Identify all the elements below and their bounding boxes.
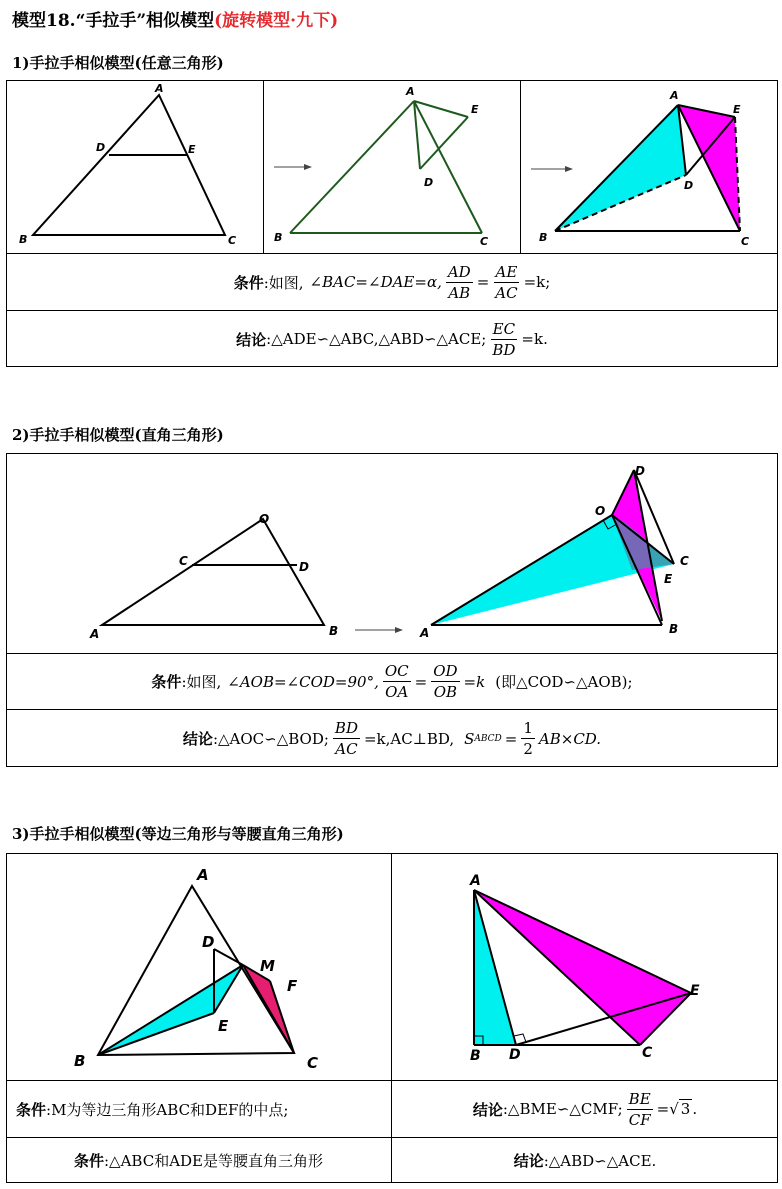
s2f2-label-o: O — [595, 504, 606, 518]
s3-condition-1 — [6, 1081, 391, 1137]
s1f1-label-e: E — [188, 143, 196, 156]
s2f2-label-c: C — [680, 554, 689, 568]
s1-figure-1 — [7, 81, 262, 252]
s3f1-label-m: M — [260, 957, 275, 975]
arrow-right-icon — [274, 164, 312, 170]
section-2-heading: 2)手拉手相似模型(直角三角形) — [12, 426, 224, 444]
s1f3-label-e: E — [733, 103, 741, 116]
s1f2-label-d: D — [424, 176, 434, 189]
title-tag: (旋转模型·九下) — [214, 11, 339, 31]
s2f2-label-e: E — [664, 572, 673, 586]
s2-cond-f1-num: OC — [384, 662, 409, 680]
s2-concl-f1-num: BD — [334, 719, 358, 737]
s1-concl-tail: =k. — [521, 330, 548, 348]
s3-concl1-root: 3 — [680, 1100, 691, 1118]
s2-concl-f2-num: 1 — [523, 719, 533, 737]
title-main: 模型18.“手拉手”相似模型 — [12, 11, 215, 31]
s1-cond-f1-den: AB — [448, 283, 471, 302]
s1f2-label-c: C — [480, 235, 489, 248]
s2-concl-s: S — [464, 729, 475, 748]
s2-concl-text: :△AOC∽△BOD; — [212, 729, 329, 748]
s2-cond-f2-num: OD — [433, 662, 458, 680]
s3-condition-2 — [6, 1138, 391, 1183]
s1-cond-tail: =k; — [523, 273, 551, 291]
section-1-heading: 1)手拉手相似模型(任意三角形) — [12, 54, 224, 72]
s1-cond-f1-num: AD — [447, 262, 471, 281]
s3-concl1-label: 结论 — [472, 1100, 503, 1119]
s2-concl-s-sub: ABCD — [474, 733, 502, 744]
s2f1-label-a: A — [90, 627, 100, 641]
s1-condition: 条件 :如图, ∠BAC=∠DAE=α, $\frac{AD}{AB}$ = $\frac{AE}{AC}$ =k; — [233, 262, 551, 302]
s1f2-label-e: E — [471, 103, 479, 116]
section-3-heading: 3)手拉手相似模型(等边三角形与等腰直角三角形) — [12, 825, 344, 843]
s3f1-label-b: B — [74, 1052, 86, 1070]
page-title — [12, 6, 338, 31]
s1-concl-text: :△ADE∽△ABC,△ABD∽△ACE; — [266, 330, 487, 348]
s1-concl-f-den: BD — [492, 340, 516, 359]
s3-cond2-label: 条件 — [73, 1152, 104, 1170]
s3f1-label-d: D — [202, 933, 215, 951]
s1f2-label-b: B — [274, 231, 283, 244]
s1-cond-f2-num: AE — [495, 262, 518, 281]
s2-concl-f1-den: AC — [335, 740, 358, 758]
s1-cond-fraction-1 — [446, 262, 473, 303]
s3-concl2-label: 结论 — [513, 1152, 544, 1170]
s1-cond-angles: ∠BAC=∠DAE=α, — [309, 273, 442, 291]
s2-cond-label: 条件 — [151, 673, 182, 691]
s1f3-label-b: B — [539, 231, 548, 244]
s2-concl-tail: AB×CD. — [538, 729, 602, 748]
s3-concl1-eq: = — [656, 1100, 670, 1118]
s1-concl-f-num: EC — [492, 319, 516, 338]
s3f2-label-c: C — [642, 1045, 653, 1061]
s2-cond-paren: (即△COD∽△AOB); — [495, 673, 633, 691]
s2-concl-fraction-2 — [521, 718, 535, 759]
s2f1-label-d: D — [299, 560, 309, 574]
s1-figure-2 — [264, 81, 519, 252]
s2f1-label-b: B — [329, 624, 339, 638]
s2-cond-fraction-1 — [383, 661, 411, 702]
s2-concl-label: 结论 — [182, 730, 213, 748]
s1-concl-fraction — [490, 319, 517, 360]
s3f2-label-e: E — [690, 983, 700, 999]
s3-concl1-text: :△BME∽△CMF; — [502, 1100, 623, 1118]
s2-cond-fraction-2 — [431, 661, 459, 702]
s2-condition: 条件 :如图, ∠AOB=∠COD=90°, $\frac{OC}{OA}$ = $\frac{OD}{OB}$ =k (即△COD∽△AOB); — [151, 662, 633, 701]
s2-concl-text-2: =k,AC⊥BD, — [363, 729, 455, 748]
s1-conclusion — [6, 311, 778, 367]
s2-cond-mid: =k — [463, 672, 486, 691]
s3-cond1-text: :M为等边三角形ABC和DEF的中点; — [46, 1100, 289, 1119]
s2-cond-f1-den: OA — [385, 683, 409, 701]
s3-concl1-f-num: BE — [628, 1089, 651, 1108]
s2-figure — [7, 454, 777, 652]
s1f3-label-d: D — [684, 179, 694, 192]
s2f2-label-b: B — [669, 622, 679, 636]
s1f1-label-d: D — [96, 141, 106, 154]
s2-cond-f2-den: OB — [433, 683, 458, 701]
s2-concl-eq: = — [504, 729, 518, 748]
s3f1-label-e: E — [218, 1017, 229, 1035]
s3-cond2-text: :△ABC和ADE是等腰直角三角形 — [104, 1152, 324, 1170]
arrow-right-icon — [531, 166, 573, 172]
s3f2-label-a: A — [470, 873, 481, 889]
s1-figure-3 — [521, 81, 777, 252]
s3f2-label-b: B — [470, 1048, 481, 1064]
s1-cond-f2-den: AC — [495, 283, 518, 302]
s3-concl1-f-den: CF — [628, 1110, 651, 1129]
s2-concl-f2-den: 2 — [523, 740, 533, 758]
s1f3-label-a: A — [670, 89, 679, 102]
arrow-right-icon — [355, 627, 403, 633]
s1f1-label-c: C — [228, 234, 237, 247]
s1f1-label-b: B — [19, 233, 28, 246]
s3f1-label-f: F — [287, 977, 298, 995]
s2f1-label-o: O — [259, 512, 270, 526]
s3-figure-2 — [392, 854, 777, 1079]
s3-conclusion-2 — [392, 1138, 778, 1183]
s3-concl1-fraction — [627, 1089, 653, 1130]
s2f2-label-a: A — [420, 626, 430, 640]
s2-concl-fraction-1 — [333, 718, 360, 759]
s2-conclusion — [6, 710, 778, 767]
s1-cond-fraction-2 — [493, 262, 519, 303]
s1f2-label-a: A — [406, 85, 415, 98]
s1-cond-text: :如图, — [263, 273, 304, 292]
s2-cond-text: :如图, — [181, 673, 222, 691]
s1f1-label-a: A — [155, 82, 164, 95]
s3f1-label-c: C — [307, 1054, 319, 1072]
s3-conclusion-1 — [392, 1081, 778, 1137]
s3-cond1-label: 条件 — [16, 1100, 47, 1119]
s1-concl-label: 结论 — [236, 330, 267, 349]
s1-cond-label: 条件 — [233, 273, 264, 292]
s3-concl1-tail: . — [692, 1100, 698, 1118]
s3f2-label-d: D — [509, 1047, 521, 1063]
s2-cond-angles: ∠AOB=∠COD=90°, — [227, 672, 379, 691]
s1f3-label-c: C — [741, 235, 750, 248]
s3f1-label-a: A — [197, 866, 209, 884]
s2f1-label-c: C — [179, 554, 188, 568]
s3-figure-1 — [7, 854, 390, 1079]
s3-concl2-text: :△ABD∽△ACE. — [543, 1151, 657, 1170]
s2f2-label-d: D — [635, 464, 645, 478]
sqrt-icon: √ 3 — [669, 1100, 691, 1118]
